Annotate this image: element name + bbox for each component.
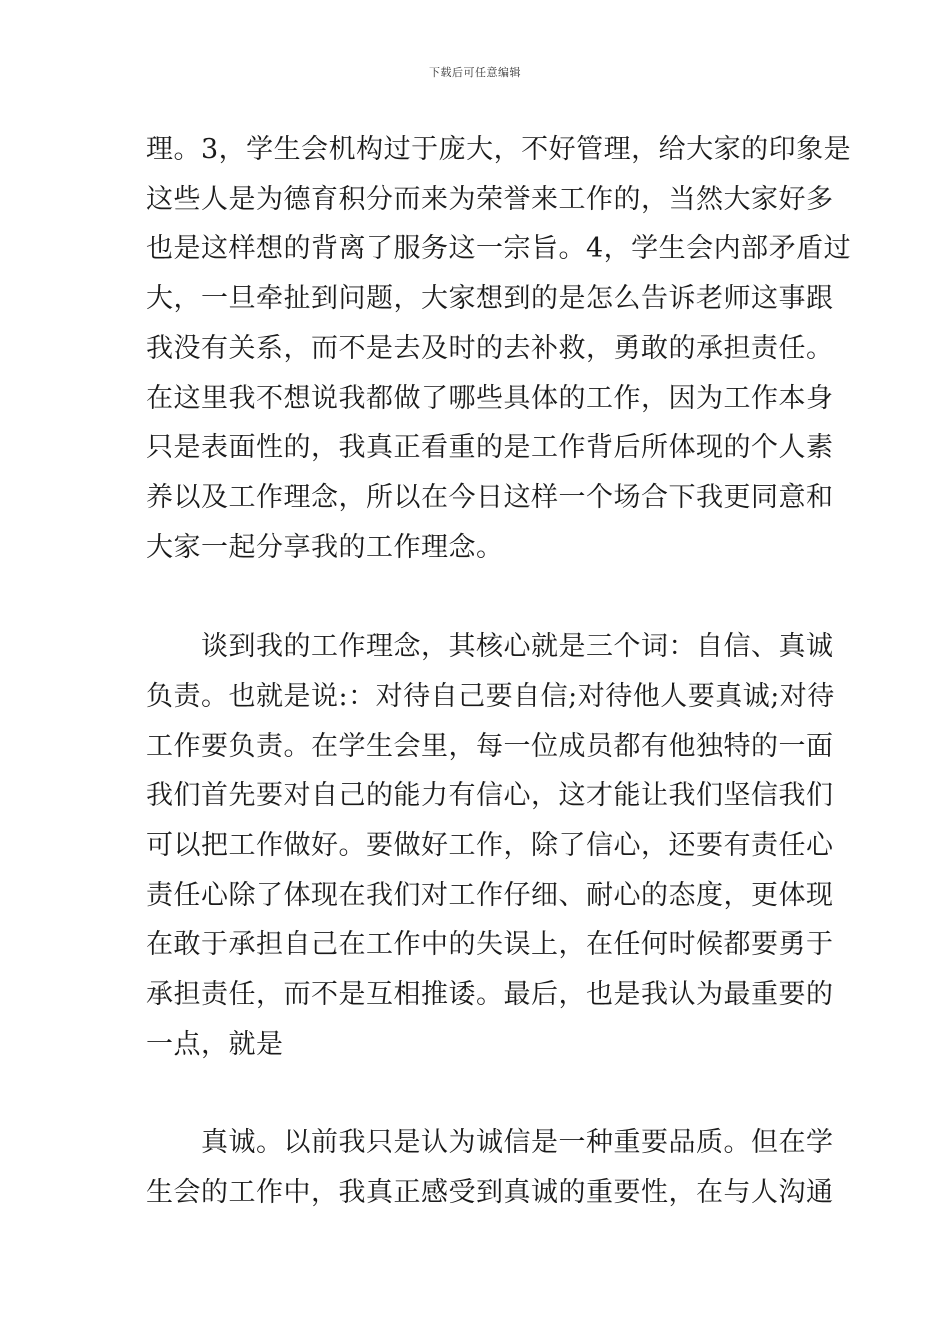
paragraph-line: 承担责任，而不是互相推诿。最后，也是我认为最重要的: [146, 979, 834, 1010]
paragraph-line: 在这里我不想说我都做了哪些具体的工作，因为工作本身: [146, 383, 834, 414]
paragraph-line: 也是这样想的背离了服务这一宗旨。4，学生会内部矛盾过: [146, 233, 852, 264]
paragraph-line: 理。3，学生会机构过于庞大，不好管理，给大家的印象是: [146, 134, 852, 165]
paragraph-line: 我们首先要对自己的能力有信心，这才能让我们坚信我们: [146, 780, 834, 811]
paragraph-line: 谈到我的工作理念，其核心就是三个词：自信、真诚: [146, 631, 834, 662]
paragraph-line: 生会的工作中，我真正感受到真诚的重要性，在与人沟通: [146, 1177, 834, 1208]
paragraph-line: 这些人是为德育积分而来为荣誉来工作的，当然大家好多: [146, 184, 834, 215]
paragraph-line: 养以及工作理念，所以在今日这样一个场合下我更同意和: [146, 482, 834, 513]
paragraph-line: 可以把工作做好。要做好工作，除了信心，还要有责任心: [146, 830, 834, 861]
paragraph-line: 只是表面性的，我真正看重的是工作背后所体现的个人素: [146, 432, 834, 463]
paragraph-line: 我没有关系，而不是去及时的去补救，勇敢的承担责任。: [146, 333, 834, 364]
paragraph-line: 工作要负责。在学生会里，每一位成员都有他独特的一面: [146, 731, 834, 762]
paragraph-line: 责任心除了体现在我们对工作仔细、耐心的态度，更体现: [146, 880, 834, 911]
paragraph-line: 真诚。以前我只是认为诚信是一种重要品质。但在学: [146, 1127, 834, 1158]
paragraph-line: 在敢于承担自己在工作中的失误上，在任何时候都要勇于: [146, 929, 834, 960]
paragraph-line: 大家一起分享我的工作理念。: [146, 532, 504, 563]
paragraph-line: 大，一旦牵扯到问题，大家想到的是怎么告诉老师这事跟: [146, 283, 834, 314]
paragraph-line: 一点，就是: [146, 1029, 284, 1060]
page-header: 下载后可任意编辑: [429, 66, 521, 79]
paragraph-line: 负责。也就是说:：对待自己要自信;对待他人要真诚;对待: [146, 681, 835, 712]
